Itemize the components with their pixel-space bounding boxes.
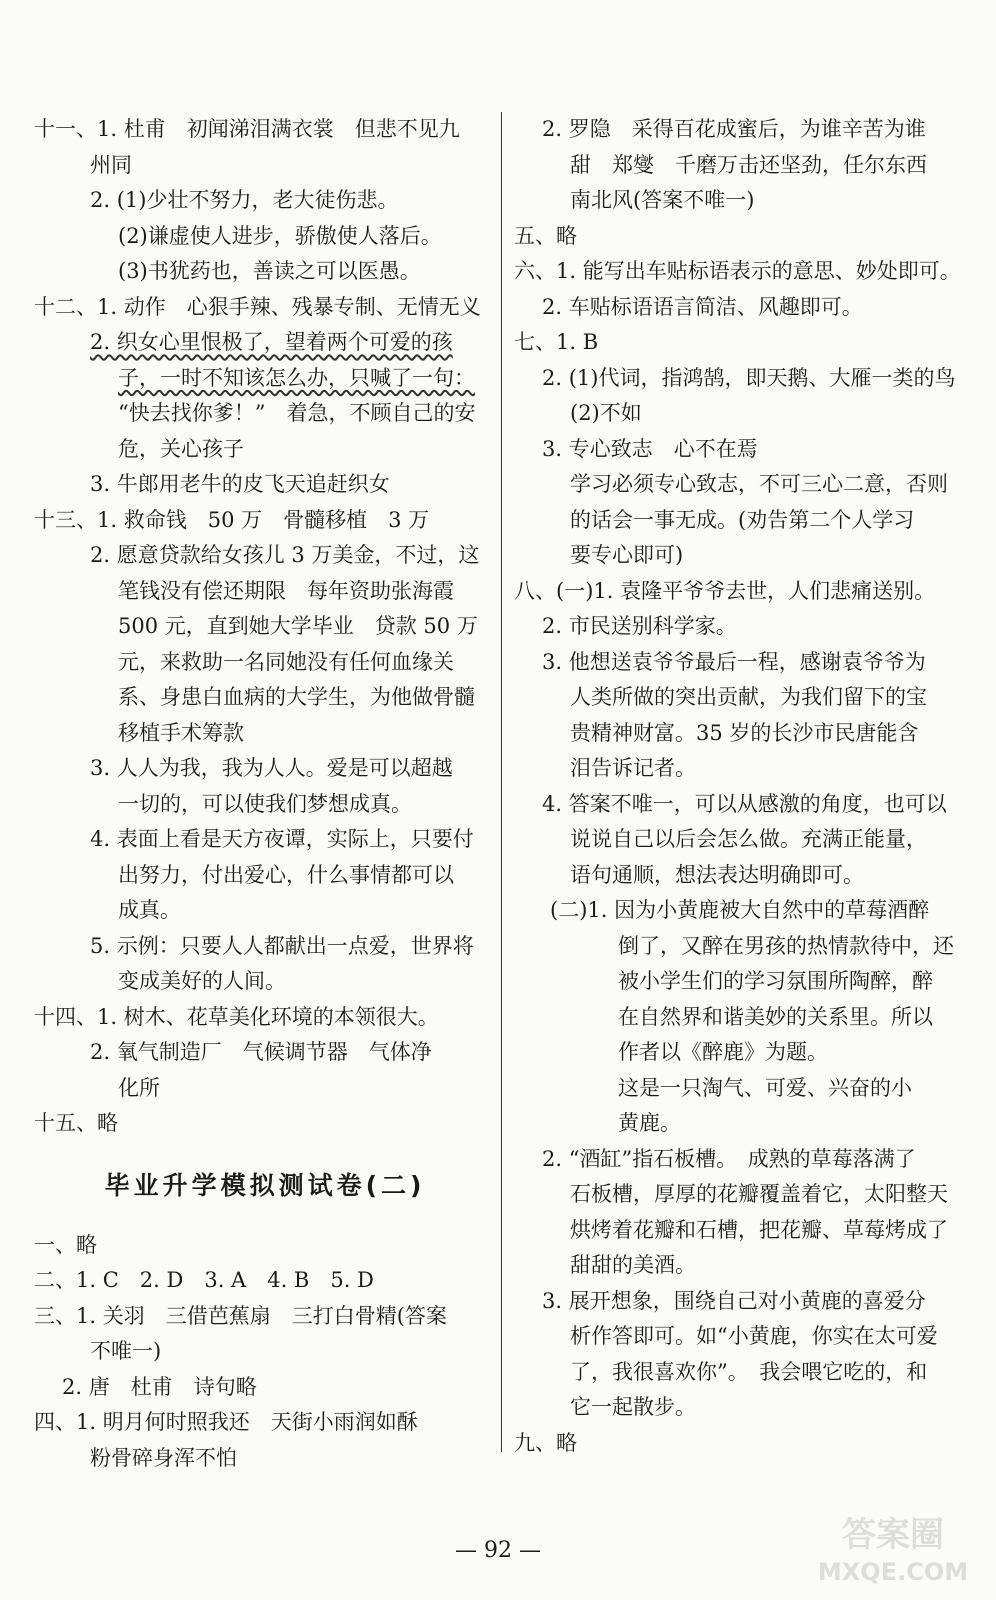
watermark-bottom: MXQE.COM bbox=[818, 1558, 968, 1586]
answer-line: 要专心即可) bbox=[570, 543, 684, 567]
answer-line: 出努力，付出爱心，什么事情都可以 bbox=[118, 862, 454, 887]
answer-line: 九、略 bbox=[514, 1430, 577, 1455]
answer-line: 危，关心孩子 bbox=[118, 436, 244, 461]
answer-line: 3. 人人为我，我为人人。爱是可以超越 bbox=[90, 756, 453, 780]
watermark-logo bbox=[818, 1506, 968, 1588]
answer-line: 倒了，又醉在男孩的热情款待中，还 bbox=[618, 933, 954, 958]
answer-line: 一切的，可以使我们梦想成真。 bbox=[118, 791, 412, 816]
answer-line: 语句通顺，想法表达明确即可。 bbox=[570, 862, 864, 887]
answer-line: (3)书犹药也，善读之可以医愚。 bbox=[118, 259, 421, 283]
answer-line: 贵精神财富。35 岁的长沙市民唐能含 bbox=[570, 720, 919, 745]
answer-line: 十二、1. 动作 心狠手辣、残暴专制、无情无义 bbox=[34, 294, 481, 319]
answer-line: 系、身患白血病的大学生，为他做骨髓 bbox=[118, 685, 475, 709]
answer-line: 泪告诉记者。 bbox=[570, 756, 696, 780]
answer-line: 2. 愿意贷款给女孩儿 3 万美金，不过，这 bbox=[90, 543, 480, 567]
answer-line: 甜 郑燮 千磨万击还坚劲，任尔东西 bbox=[570, 152, 927, 177]
wavy-underlined-text: 2. 织女心里恨极了，望着两个可爱的孩 bbox=[90, 330, 453, 354]
answer-line: (2)谦虚使人进步，骄傲使人落后。 bbox=[118, 223, 442, 248]
answer-line: 2. (1)少壮不努力，老大徒伤悲。 bbox=[90, 188, 399, 212]
answer-line: 5. 示例：只要人人都献出一点爱，世界将 bbox=[90, 933, 474, 958]
answer-line bbox=[34, 325, 496, 361]
answer-line: 十三、1. 救命钱 50 万 骨髓移植 3 万 bbox=[34, 507, 430, 532]
answer-line: 变成美好的人间。 bbox=[118, 969, 286, 993]
watermark-top: 答案圈 bbox=[842, 1515, 944, 1555]
answer-line: 四、1. 明月何时照我还 天街小雨润如酥 bbox=[34, 1410, 418, 1434]
answer-line: 十五、略 bbox=[34, 1111, 118, 1135]
answer-line: 不唯一) bbox=[90, 1339, 162, 1363]
wavy-underlined-text: 子，一时不知该怎么办，只喊了一句： bbox=[118, 365, 475, 390]
answer-line: 在自然界和谐美妙的关系里。所以 bbox=[618, 1004, 933, 1029]
answer-line: 3. 专心致志 心不在焉 bbox=[542, 436, 758, 461]
answer-line: 这是一只淘气、可爱、兴奋的小 bbox=[618, 1075, 912, 1100]
page-number: — 92 — bbox=[455, 1538, 541, 1563]
answer-line: 2. “酒缸”指石板槽。 成熟的草莓落满了 bbox=[542, 1146, 916, 1171]
answer-line: 七、1. B bbox=[514, 330, 599, 354]
answer-line: 甜甜的美酒。 bbox=[570, 1253, 696, 1277]
answer-line: 3. 展开想象，围绕自己对小黄鹿的喜爱分 bbox=[542, 1288, 926, 1313]
answer-line: 3. 他想送袁爷爷最后一程，感谢袁爷爷为 bbox=[542, 649, 926, 674]
answer-line: 2. 唐 杜甫 诗句略 bbox=[62, 1374, 257, 1399]
section-title: 毕业升学模拟测试卷(二) bbox=[104, 1170, 426, 1200]
answer-line: 了，我很喜欢你”。 我会喂它吃的，和 bbox=[570, 1359, 928, 1384]
right-column bbox=[514, 112, 966, 1461]
answer-line: 2. 氧气制造厂 气候调节器 气体净 bbox=[90, 1040, 432, 1064]
answer-line: 黄鹿。 bbox=[618, 1111, 681, 1135]
answer-line: 八、(一)1. 袁隆平爷爷去世，人们悲痛送别。 bbox=[514, 578, 936, 603]
answer-line: 南北风(答案不唯一) bbox=[570, 188, 755, 212]
answer-line: 说说自己以后会怎么做。充满正能量， bbox=[570, 827, 927, 851]
answer-line: 州同 bbox=[90, 152, 132, 177]
answer-line: 五、略 bbox=[514, 223, 577, 248]
answer-line: 三、1. 关羽 三借芭蕉扇 三打白骨精(答案 bbox=[34, 1303, 447, 1328]
answer-line: 十四、1. 树木、花草美化环境的本领很大。 bbox=[34, 1004, 439, 1029]
answer-line: 析作答即可。如“小黄鹿，你实在太可爱 bbox=[570, 1324, 938, 1348]
answer-line: “快去找你爹！” 着急，不顾自己的安 bbox=[118, 401, 476, 425]
column-divider bbox=[501, 112, 502, 1452]
answer-line: 六、1. 能写出车贴标语表示的意思、妙处即可。 bbox=[514, 259, 961, 283]
answer-line: 十一、1. 杜甫 初闻涕泪满衣裳 但悲不见九 bbox=[34, 117, 460, 141]
answer-line: (2)不如 bbox=[570, 401, 642, 425]
answer-line: 作者以《醉鹿》为题。 bbox=[618, 1040, 828, 1064]
answer-line: 2. (1)代词，指鸿鹄，即天鹅、大雁一类的鸟 bbox=[542, 365, 956, 390]
answer-line: 3. 牛郎用老牛的皮飞天追赶织女 bbox=[90, 472, 390, 496]
answer-line: 学习必须专心致志，不可三心二意，否则 bbox=[570, 472, 948, 496]
answer-line: 移植手术筹款 bbox=[118, 720, 244, 745]
answer-line: 化所 bbox=[118, 1075, 160, 1100]
left-column bbox=[34, 112, 496, 1476]
answer-line: (二)1. 因为小黄鹿被大自然中的草莓酒醉 bbox=[550, 898, 930, 922]
answer-line: 500 元，直到她大学毕业 贷款 50 万 bbox=[118, 614, 478, 638]
answer-line: 石板槽，厚厚的花瓣覆盖着它，太阳整天 bbox=[570, 1182, 948, 1206]
answer-line: 4. 表面上看是天方夜谭，实际上，只要付 bbox=[90, 827, 474, 851]
answer-line: 成真。 bbox=[118, 898, 181, 922]
answer-line: 二、1. C 2. D 3. A 4. B 5. D bbox=[34, 1268, 374, 1292]
answer-line: 2. 罗隐 采得百花成蜜后，为谁辛苦为谁 bbox=[542, 117, 926, 141]
answer-line: 2. 车贴标语语言简洁、风趣即可。 bbox=[542, 294, 863, 319]
answer-line: 笔钱没有偿还期限 每年资助张海霞 bbox=[118, 578, 454, 603]
answer-line bbox=[34, 361, 496, 397]
answer-line: 被小学生们的学习氛围所陶醉，醉 bbox=[618, 969, 933, 993]
answer-line: 元，来救助一名同她没有任何血缘关 bbox=[118, 649, 454, 674]
answer-line: 它一起散步。 bbox=[570, 1395, 696, 1419]
answer-line: 烘烤着花瓣和石槽，把花瓣、草莓烤成了 bbox=[570, 1217, 948, 1242]
answer-line: 2. 市民送别科学家。 bbox=[542, 614, 737, 638]
answer-line: 一、略 bbox=[34, 1232, 97, 1257]
answer-line: 人类所做的突出贡献，为我们留下的宝 bbox=[570, 685, 927, 709]
answer-line: 的话会一事无成。(劝告第二个人学习 bbox=[570, 507, 915, 532]
answer-line: 4. 答案不唯一，可以从感激的角度，也可以 bbox=[542, 791, 947, 816]
answer-line: 粉骨碎身浑不怕 bbox=[90, 1445, 237, 1470]
